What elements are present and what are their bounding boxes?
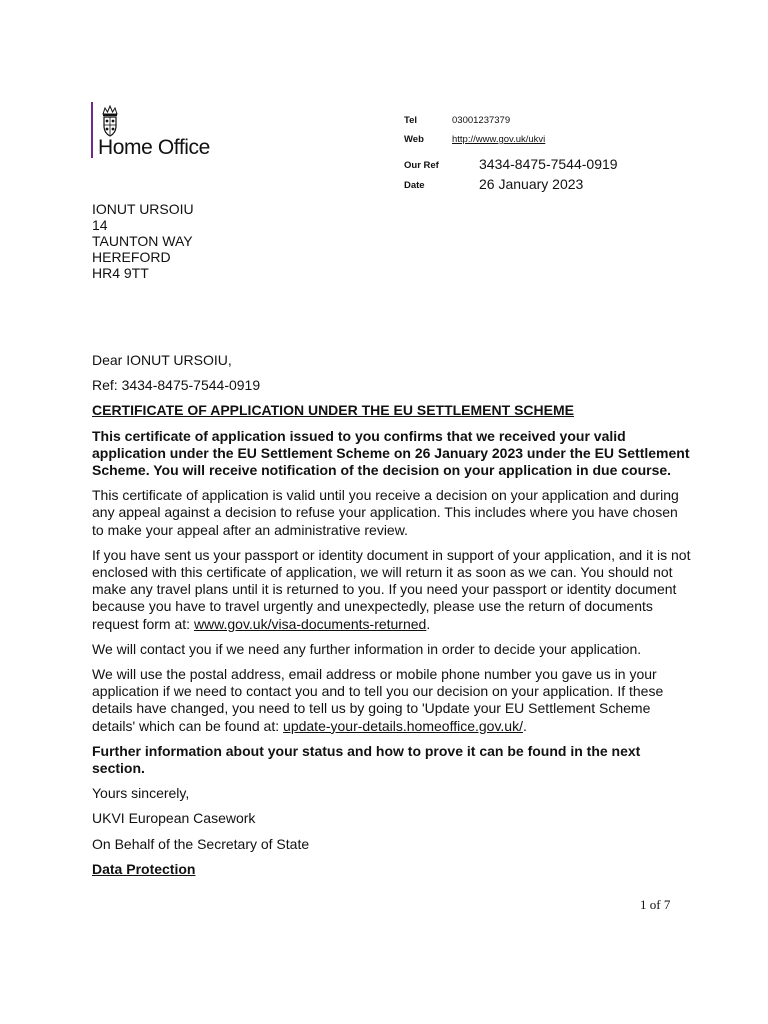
signatory: UKVI European Casework [92,810,256,827]
on-behalf: On Behalf of the Secretary of State [92,835,310,852]
org-name: Home Office [98,136,210,159]
update-text: We will use the postal address, email address or mobile phone number you gave us in your application if we need to contact you and to tell you our decision on your application. If these details have changed, you need to tell us by going to 'Update your EU Settlement Scheme details' which can be found at: [92,666,664,734]
recipient-address [92,201,194,281]
address-line: IONUT URSOIU [92,201,194,217]
certificate-heading: CERTIFICATE OF APPLICATION UNDER THE EU SETTLEMENT SCHEME [92,402,574,419]
documents-text: If you have sent us your passport or identity document in support of your application, and it is not enclosed with this certificate of application, we will return it as soon as we can. You should not make any travel plans until it is returned to you. If you need your passport or identity document because you have to travel urgently and unexpectedly, please use the return of documents request form at: [92,546,691,632]
address-line: HR4 9TT [92,265,149,281]
update-details-paragraph [92,666,692,735]
royal-crest-icon [99,104,121,138]
further-info-paragraph: Further information about your status and how to prove it can be found in the next section. [92,742,641,777]
documents-paragraph [92,547,692,633]
closing: Yours sincerely, [92,785,190,802]
documents-returned-link[interactable]: www.gov.uk/visa-documents-returned [193,615,427,632]
web-link[interactable]: http://www.gov.uk/ukvi [452,134,546,145]
address-line: HEREFORD [92,249,171,265]
documents-end: . [426,615,431,632]
page-number: 1 of 7 [640,897,671,912]
logo-accent-bar [91,102,93,158]
our-ref-value: 3434-8475-7544-0919 [479,156,618,172]
salutation: Dear IONUT URSOIU, [92,352,232,368]
data-protection-heading: Data Protection [92,860,196,877]
date-label: Date [404,180,425,191]
validity-paragraph: This certificate of application is valid until you receive a decision on your application and during any appeal against a decision to refuse your application. This includes where you have chosen to make your appeal after an administrative review. [92,487,679,538]
update-details-link[interactable]: update-your-details.homeoffice.gov.uk/ [283,717,523,734]
tel-label: Tel [404,115,418,126]
address-line: TAUNTON WAY [92,233,193,249]
reference-line: Ref: 3434-8475-7544-0919 [92,377,261,394]
address-line: 14 [92,217,108,233]
contact-info-paragraph: We will contact you if we need any further information in order to decide your application. [92,640,642,657]
date-value: 26 January 2023 [479,176,584,192]
home-office-logo [91,102,231,160]
update-end: . [523,717,527,734]
tel-value: 03001237379 [452,115,511,126]
confirmation-paragraph: This certificate of application issued to you confirms that we received your valid application under the EU Settlement Scheme on 26 January 2023 under the EU Settlement Scheme. You will receive notification of the decision on your application in due course. [92,427,690,479]
letter-body [92,352,692,886]
web-label: Web [404,134,424,145]
our-ref-label: Our Ref [404,160,439,171]
